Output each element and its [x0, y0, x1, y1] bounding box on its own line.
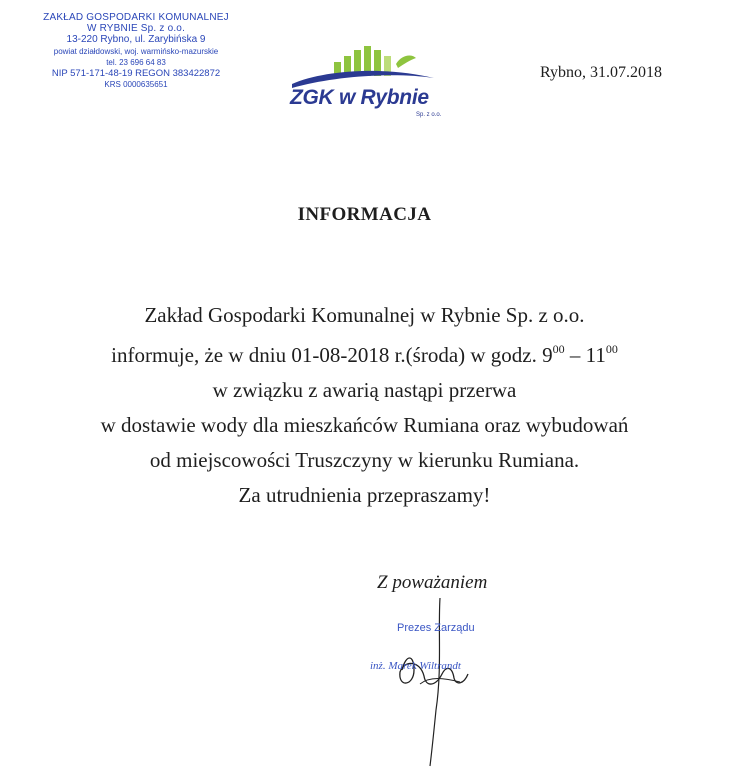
body-line-3: w związku z awarią nastąpi przerwa [212, 378, 517, 402]
body-line-5: od miejscowości Truszczyny w kierunku Rumiana. [149, 448, 580, 472]
body-line-2-text: informuje, że w dniu 01-08-2018 r.(środa) w godz. 9 [111, 343, 553, 367]
handwritten-signature [380, 590, 500, 768]
stamp-region: powiat działdowski, woj. warmińsko-mazurskie [53, 46, 219, 56]
company-stamp [8, 12, 264, 90]
logo-suffix: Sp. z o.o. [416, 112, 442, 118]
signature-stamp-name: inż. Marek Wiltrandt [370, 660, 461, 672]
closing-salutation: Z poważaniem [377, 572, 488, 593]
body-line-2-end-hour: – 11 [564, 343, 606, 367]
stamp-tax-ids: NIP 571-171-48-19 REGON 383422872 [51, 68, 221, 80]
stamp-company-name: ZAKŁAD GOSPODARKI KOMUNALNEJ [43, 12, 229, 23]
document-title: INFORMACJA [297, 204, 432, 225]
signature-stamp-title: Prezes Zarządu [397, 622, 475, 634]
body-line-6: Za utrudnienia przepraszamy! [238, 483, 491, 507]
stamp-krs: KRS 0000635651 [104, 80, 168, 90]
place-and-date: Rybno, 31.07.2018 [540, 64, 663, 81]
company-logo [284, 42, 456, 132]
stamp-address: 13-220 Rybno, ul. Zarybińska 9 [66, 34, 206, 46]
logo-graphic [284, 42, 456, 92]
announcement-body [20, 298, 709, 513]
stamp-company-form: W RYBNIE Sp. z o.o. [86, 23, 186, 35]
stamp-phone: tel. 23 696 64 83 [106, 57, 166, 67]
end-minutes: 00 [605, 342, 618, 356]
body-line-2 [20, 333, 709, 373]
logo-wordmark: ZGK w Rybnie [290, 86, 429, 109]
start-minutes: 00 [552, 342, 565, 356]
body-line-1: Zakład Gospodarki Komunalnej w Rybnie Sp. z o.o. [144, 303, 585, 327]
body-line-4: w dostawie wody dla mieszkańców Rumiana oraz wybudowań [100, 413, 629, 437]
